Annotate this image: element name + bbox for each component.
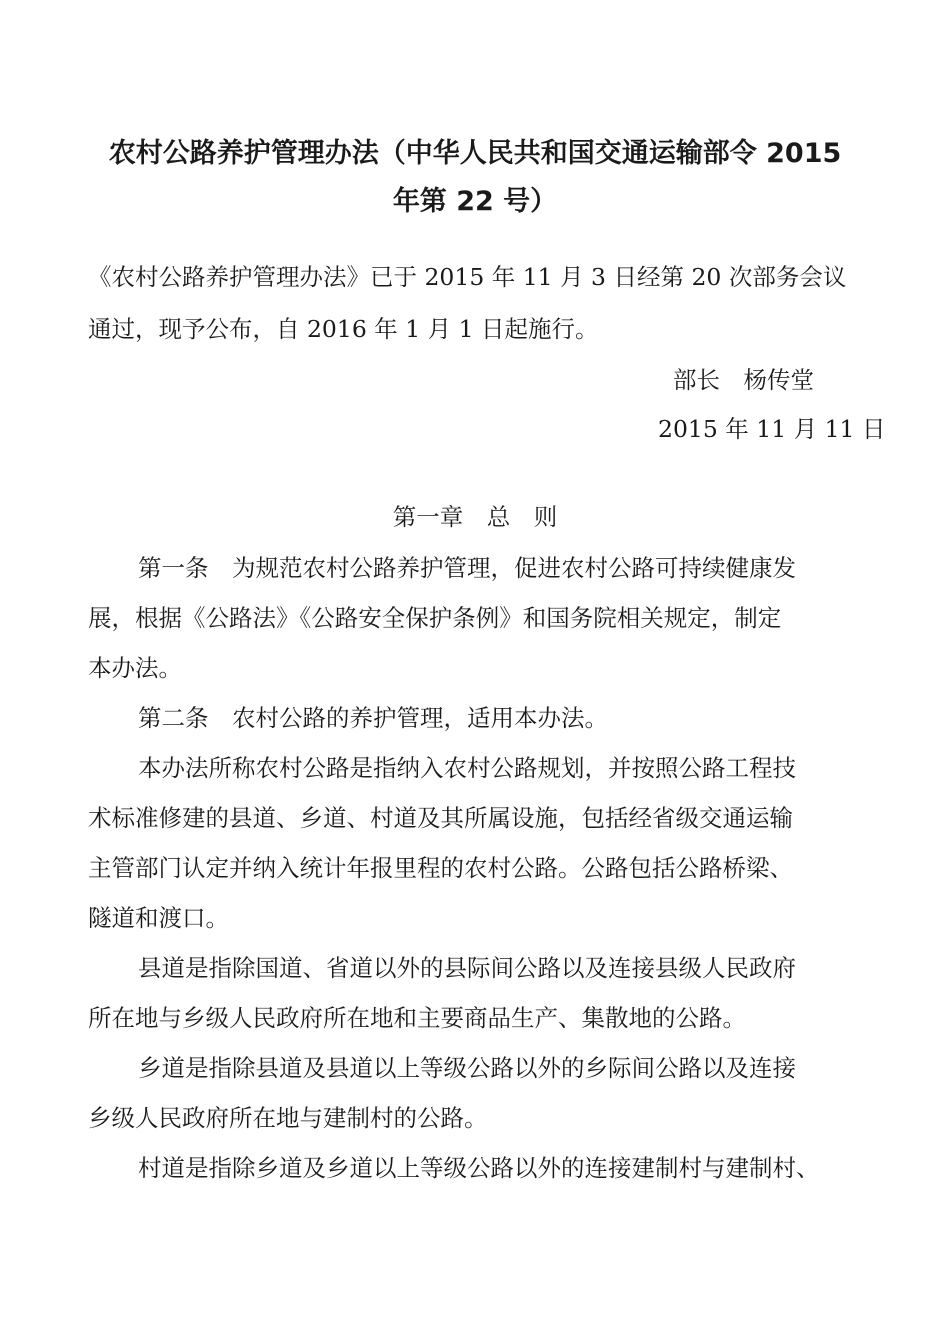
county-road-line-2: 所在地与乡级人民政府所在地和主要商品生产、集散地的公路。 bbox=[88, 1004, 746, 1032]
preamble-line-2: 通过，现予公布，自 2016 年 1 月 1 日起施行。 bbox=[88, 315, 599, 343]
title-line-1: 农村公路养护管理办法（中华人民共和国交通运输部令 2015 bbox=[108, 138, 842, 169]
definition-line-3: 主管部门认定并纳入统计年报里程的农村公路。公路包括公路桥梁、 bbox=[88, 854, 793, 882]
chapter-heading: 第一章 总 则 bbox=[392, 503, 558, 531]
signing-date: 2015 年 11 月 11 日 bbox=[658, 415, 886, 443]
preamble-line-1: 《农村公路养护管理办法》已于 2015 年 11 月 3 日经第 20 次部务会议 bbox=[88, 263, 847, 291]
article-1-line-3: 本办法。 bbox=[88, 654, 182, 682]
township-road-line-1: 乡道是指除县道及县道以上等级公路以外的乡际间公路以及连接 bbox=[138, 1054, 796, 1082]
article-1-line-2: 展，根据《公路法》《公路安全保护条例》和国务院相关规定，制定 bbox=[88, 604, 782, 632]
definition-line-1: 本办法所称农村公路是指纳入农村公路规划，并按照公路工程技 bbox=[138, 754, 796, 782]
title-line-2: 年第 22 号） bbox=[392, 186, 558, 217]
county-road-line-1: 县道是指除国道、省道以外的县际间公路以及连接县级人民政府 bbox=[138, 954, 796, 982]
definition-line-4: 隧道和渡口。 bbox=[88, 904, 229, 932]
definition-line-2: 术标准修建的县道、乡道、村道及其所属设施，包括经省级交通运输 bbox=[88, 804, 793, 832]
township-road-line-2: 乡级人民政府所在地与建制村的公路。 bbox=[88, 1104, 488, 1132]
signatory: 部长 杨传堂 bbox=[673, 366, 814, 394]
article-1-line-1: 第一条 为规范农村公路养护管理，促进农村公路可持续健康发 bbox=[138, 554, 796, 582]
village-road-line-1: 村道是指除乡道及乡道以上等级公路以外的连接建制村与建制村、 bbox=[138, 1154, 820, 1182]
document-title bbox=[60, 130, 890, 226]
article-2-line-1: 第二条 农村公路的养护管理，适用本办法。 bbox=[138, 704, 608, 732]
